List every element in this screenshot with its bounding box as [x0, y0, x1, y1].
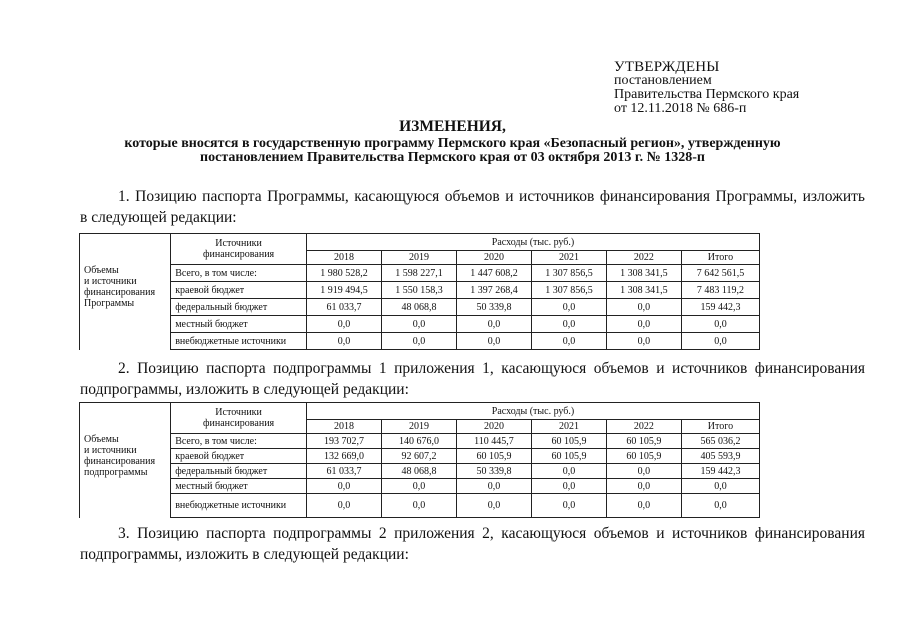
row-label-line: финансирования	[84, 286, 156, 298]
value-cell: 405 593,9	[681, 449, 759, 464]
approval-line: постановлением	[614, 73, 712, 88]
value-cell: 0,0	[307, 479, 382, 494]
value-cell: 60 105,9	[531, 449, 606, 464]
subtitle-line: которые вносятся в государственную программу Пермского края «Безопасный регион», утвержденную	[124, 136, 781, 151]
value-cell: 0,0	[456, 333, 531, 350]
table-row	[80, 299, 760, 316]
sources-header-line: финансирования	[203, 418, 275, 429]
paragraph-2	[80, 358, 865, 400]
source-name: Всего, в том числе:	[171, 265, 307, 282]
document-subtitle	[0, 137, 905, 165]
value-cell: 0,0	[681, 494, 759, 518]
year-header: 2021	[531, 251, 606, 265]
approval-date: от 12.11.2018 № 686-п	[614, 101, 747, 116]
table-row	[80, 316, 760, 333]
value-cell: 0,0	[456, 494, 531, 518]
value-cell: 1 447 608,2	[456, 265, 531, 282]
row-label-line: подпрограммы	[84, 466, 148, 478]
value-cell: 0,0	[531, 479, 606, 494]
year-header: 2020	[456, 251, 531, 265]
value-cell: 1 598 227,1	[381, 265, 456, 282]
year-header: Итого	[681, 251, 759, 265]
value-cell: 0,0	[531, 494, 606, 518]
value-cell: 159 442,3	[681, 299, 759, 316]
value-cell: 0,0	[681, 316, 759, 333]
value-cell: 110 445,7	[456, 434, 531, 449]
value-cell: 0,0	[531, 316, 606, 333]
year-header: 2018	[307, 420, 382, 434]
value-cell: 1 397 268,4	[456, 282, 531, 299]
financing-table-subprogram-1	[79, 402, 760, 518]
value-cell: 1 550 158,3	[381, 282, 456, 299]
source-name: Всего, в том числе:	[171, 434, 307, 449]
value-cell: 61 033,7	[307, 464, 382, 479]
value-cell: 48 068,8	[381, 299, 456, 316]
value-cell: 0,0	[531, 464, 606, 479]
source-name: краевой бюджет	[171, 282, 307, 299]
row-label-line: финансирования	[84, 455, 156, 467]
value-cell: 0,0	[681, 333, 759, 350]
approval-line: Правительства Пермского края	[614, 87, 800, 102]
value-cell: 7 483 119,2	[681, 282, 759, 299]
value-cell: 0,0	[307, 333, 382, 350]
sources-header-line: Источники	[215, 238, 262, 249]
year-header: 2018	[307, 251, 382, 265]
expenses-header: Расходы (тыс. руб.)	[307, 234, 760, 251]
table-row	[80, 265, 760, 282]
value-cell: 50 339,8	[456, 299, 531, 316]
paragraph-line: в следующей редакции:	[80, 209, 237, 226]
value-cell: 1 308 341,5	[606, 282, 681, 299]
sources-header-line: Источники	[215, 407, 262, 418]
year-header: 2022	[606, 420, 681, 434]
value-cell: 0,0	[381, 333, 456, 350]
source-name: внебюджетные источники	[171, 494, 307, 518]
paragraph-line: 3. Позицию паспорта подпрограммы 2 приложения 2, касающуюся объемов и источников финансирования	[118, 525, 865, 542]
sources-header	[171, 234, 307, 265]
row-label-line: Объемы	[84, 433, 119, 445]
value-cell: 132 669,0	[307, 449, 382, 464]
table-row	[80, 282, 760, 299]
value-cell: 0,0	[606, 464, 681, 479]
row-label-cell	[80, 403, 171, 434]
value-cell: 60 105,9	[531, 434, 606, 449]
row-label-text	[84, 434, 168, 478]
document-title: ИЗМЕНЕНИЯ,	[399, 118, 506, 135]
year-header: 2020	[456, 420, 531, 434]
row-label-line: и источники	[84, 444, 137, 456]
value-cell: 7 642 561,5	[681, 265, 759, 282]
row-label-cell	[80, 234, 171, 265]
paragraph-line: 2. Позицию паспорта подпрограммы 1 приложения 1, касающуюся объемов и источников финансирования	[118, 360, 865, 377]
table-row	[80, 464, 760, 479]
value-cell: 0,0	[606, 333, 681, 350]
table-row	[80, 333, 760, 350]
value-cell: 0,0	[606, 494, 681, 518]
row-label-line: Объемы	[84, 264, 119, 276]
value-cell: 1 307 856,5	[531, 282, 606, 299]
value-cell: 60 105,9	[456, 449, 531, 464]
value-cell: 0,0	[456, 479, 531, 494]
value-cell: 1 307 856,5	[531, 265, 606, 282]
source-name: федеральный бюджет	[171, 299, 307, 316]
value-cell: 0,0	[606, 299, 681, 316]
approval-heading: УТВЕРЖДЕНЫ	[614, 59, 720, 75]
year-header: 2021	[531, 420, 606, 434]
row-label-line: Программы	[84, 297, 135, 309]
value-cell: 48 068,8	[381, 464, 456, 479]
paragraph-line: подпрограммы, изложить в следующей редакции:	[80, 546, 409, 563]
value-cell: 0,0	[681, 479, 759, 494]
source-name: местный бюджет	[171, 316, 307, 333]
row-label-text	[84, 265, 168, 309]
value-cell: 1 980 528,2	[307, 265, 382, 282]
value-cell: 0,0	[531, 299, 606, 316]
value-cell: 0,0	[606, 479, 681, 494]
value-cell: 0,0	[307, 494, 382, 518]
value-cell: 0,0	[381, 494, 456, 518]
value-cell: 159 442,3	[681, 464, 759, 479]
year-header: 2019	[381, 251, 456, 265]
source-name: федеральный бюджет	[171, 464, 307, 479]
value-cell: 140 676,0	[381, 434, 456, 449]
value-cell: 1 919 494,5	[307, 282, 382, 299]
value-cell: 0,0	[307, 316, 382, 333]
year-header: 2022	[606, 251, 681, 265]
financing-table-program	[79, 233, 760, 350]
approval-block	[614, 60, 799, 116]
value-cell: 50 339,8	[456, 464, 531, 479]
value-cell: 92 607,2	[381, 449, 456, 464]
subtitle-line: постановлением Правительства Пермского края от 03 октября 2013 г. № 1328-п	[200, 150, 705, 165]
paragraph-1	[80, 186, 865, 228]
value-cell: 0,0	[381, 479, 456, 494]
paragraph-line: 1. Позицию паспорта Программы, касающуюся объемов и источников финансирования Программы, изложить	[118, 188, 865, 205]
sources-header	[171, 403, 307, 434]
year-header: 2019	[381, 420, 456, 434]
value-cell: 61 033,7	[307, 299, 382, 316]
source-name: краевой бюджет	[171, 449, 307, 464]
value-cell: 0,0	[381, 316, 456, 333]
source-name: местный бюджет	[171, 479, 307, 494]
value-cell: 60 105,9	[606, 449, 681, 464]
row-label	[80, 265, 171, 350]
value-cell: 0,0	[606, 316, 681, 333]
paragraph-line: подпрограммы, изложить в следующей редакции:	[80, 381, 409, 398]
value-cell: 193 702,7	[307, 434, 382, 449]
value-cell: 565 036,2	[681, 434, 759, 449]
expenses-header: Расходы (тыс. руб.)	[307, 403, 760, 420]
table-row	[80, 434, 760, 449]
paragraph-3	[80, 523, 865, 565]
row-label	[80, 434, 171, 518]
value-cell: 60 105,9	[606, 434, 681, 449]
table-row	[80, 479, 760, 494]
row-label-line: и источники	[84, 275, 137, 287]
year-header: Итого	[681, 420, 759, 434]
table-row	[80, 449, 760, 464]
value-cell: 0,0	[531, 333, 606, 350]
sources-header-line: финансирования	[203, 249, 275, 260]
source-name: внебюджетные источники	[171, 333, 307, 350]
table-row	[80, 494, 760, 518]
value-cell: 1 308 341,5	[606, 265, 681, 282]
value-cell: 0,0	[456, 316, 531, 333]
